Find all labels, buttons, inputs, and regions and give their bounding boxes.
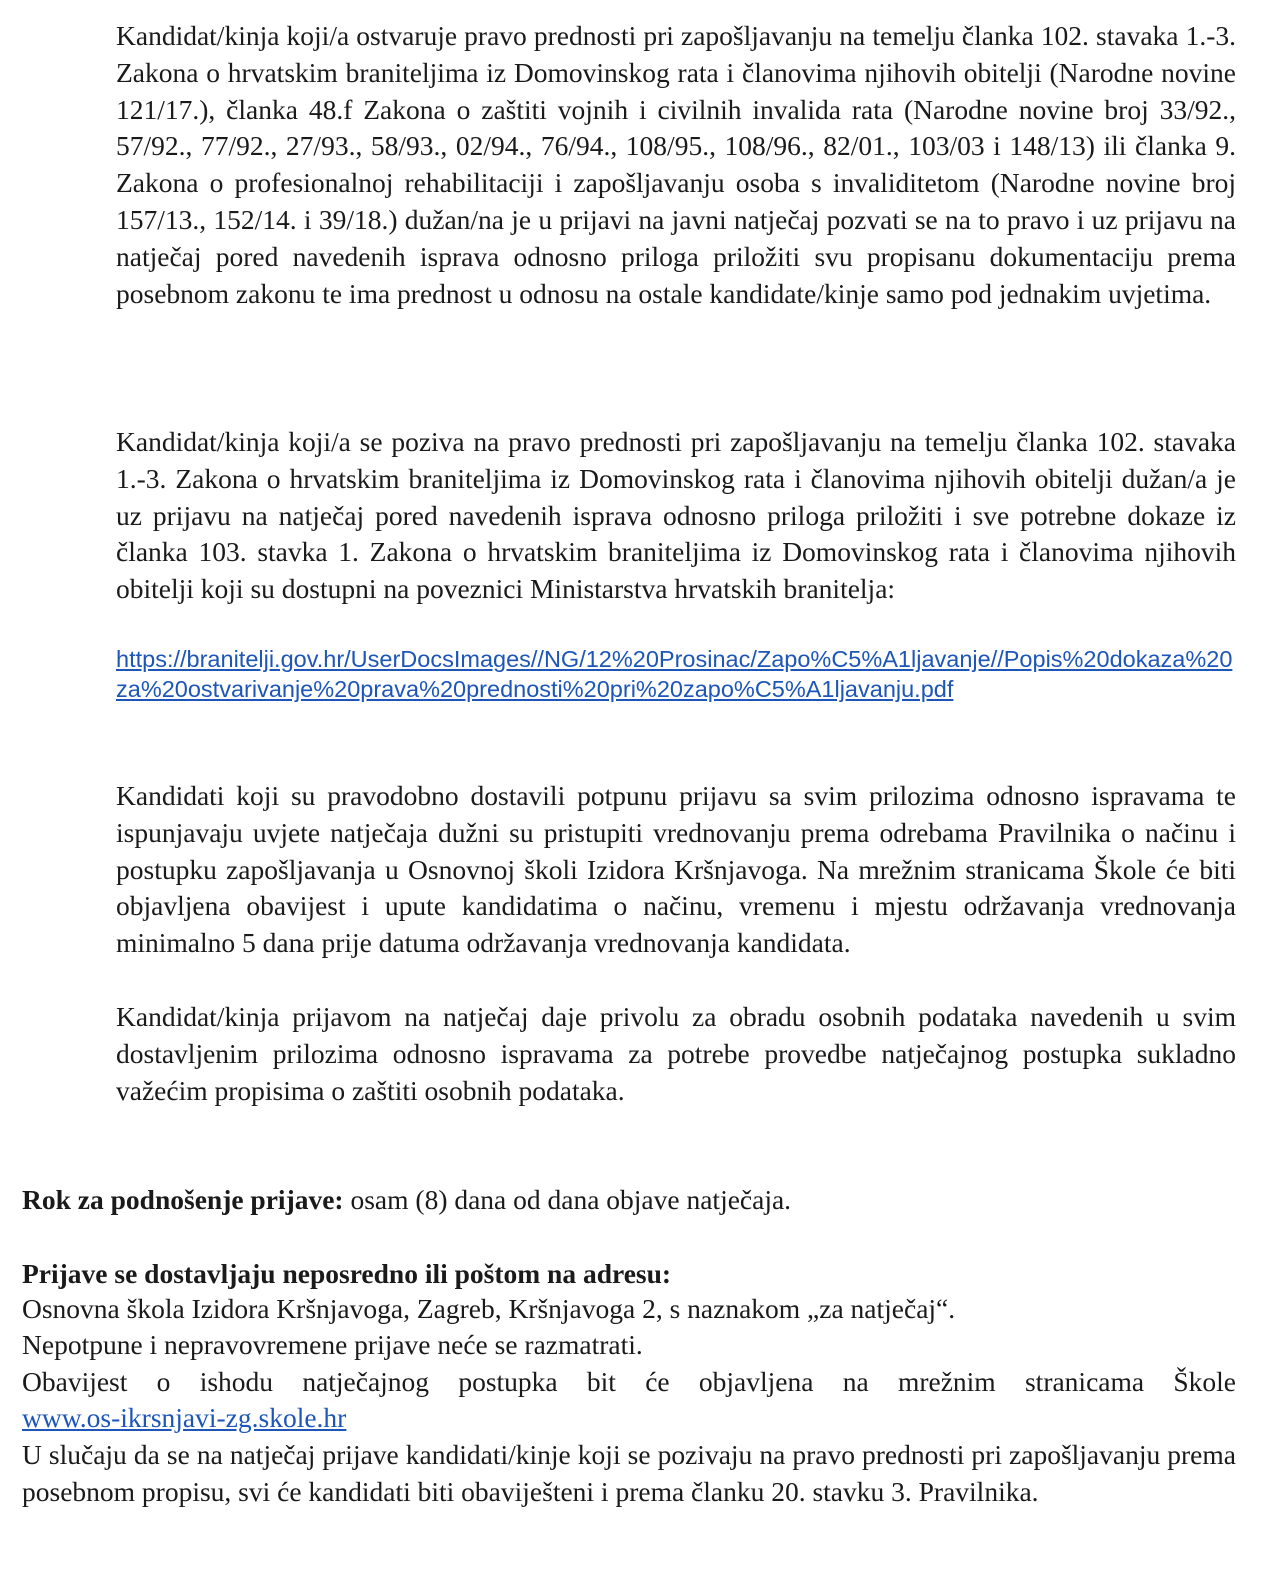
paragraph-veterans-evidence: Kandidat/kinja koji/a se poziva na pravo prednosti pri zapošljavanju na temelju članka 102. stavaka 1.-3. Zakona o hrvatskim braniteljima iz Domovinskog rata i članovima njihovih obitelji dužan/a je uz prijavu na natječaj pored navedenih isprava odnosno priloga priložiti i sve potrebne dokaze iz članka 103. stavka 1. Zakona o hrvatskim braniteljima iz Domovinskog rata i članovima njihovih obitelji koji su dostupni na poveznici Ministarstva hrvatskih branitelja: — [116, 426, 1236, 605]
outcome-notice: Obavijest o ishodu natječajnog postupka bit će objavljena na mrežnim stranicama Škole — [22, 1366, 1236, 1397]
school-website-link[interactable]: www.os-ikrsnjavi-zg.skole.hr — [22, 1402, 347, 1433]
ministry-evidence-link[interactable]: https://branitelji.gov.hr/UserDocsImages//NG/12%20Prosinac/Zapo%C5%A1ljavanje//Popis%20dokaza%20za%20ostvarivanje%20prava%20prednosti%20pri%20zapo%C5%A1ljavanju.pdf — [116, 646, 1233, 702]
paragraph-priority-rights: Kandidat/kinja koji/a ostvaruje pravo prednosti pri zapošljavanju na temelju članka 102. stavaka 1.-3. Zakona o hrvatskim braniteljima iz Domovinskog rata i članovima njihovih obitelji (Narodne novine 121/17.), članka 48.f Zakona o zaštiti vojnih i civilnih invalida rata (Narodne novine broj 33/92., 57/92., 77/92., 27/93., 58/93., 02/94., 76/94., 108/95., 108/96., 82/01., 103/03 i 148/13) ili članka 9. Zakona o profesionalnoj rehabilitaciji i zapošljavanju osoba s invaliditetom (Narodne novine broj 157/13., 152/14. i 39/18.) dužan/na je u prijavi na javni natječaj pozvati se na to pravo i uz prijavu na natječaj pored navedenih isprava odnosno priloga priložiti svu propisanu dokumentaciju prema posebnom zakonu te ima prednost u odnosu na ostale kandidate/kinje samo pod jednakim uvjetima. — [116, 20, 1236, 309]
incomplete-applications-note: Nepotpune i nepravovremene prijave neće se razmatrati. — [22, 1329, 643, 1360]
deadline-label: Rok za podnošenje prijave: — [22, 1184, 344, 1215]
paragraph-data-consent: Kandidat/kinja prijavom na natječaj daje privolu za obradu osobnih podataka navedenih u svim dostavljenim prilozima odnosno ispravama za potrebe provedbe natječajnog postupka sukladno važećim propisima o zaštiti osobnih podataka. — [116, 1001, 1236, 1106]
deadline-text: osam (8) dana od dana objave natječaja. — [343, 1184, 792, 1215]
priority-notice: U slučaju da se na natječaj prijave kandidati/kinje koji se pozivaju na pravo prednosti pri zapošljavanju prema posebnom propisu, svi će kandidati biti obaviješteni i prema članku 20. stavku 3. Pravilnika. — [22, 1439, 1236, 1507]
deadline-line — [22, 1182, 1236, 1219]
paragraph-evaluation: Kandidati koji su pravodobno dostavili potpunu prijavu sa svim prilozima odnosno ispravama te ispunjavaju uvjete natječaja dužni su pristupiti vrednovanju prema odrebama Pravilnika o načinu i postupku zapošljavanja u Osnovnoj školi Izidora Kršnjavoga. Na mrežnim stranicama Škole će biti objavljena obavijest i upute kandidatima o načinu, vremenu i mjestu održavanja vrednovanja minimalno 5 dana prije datuma održavanja vrednovanja kandidata. — [116, 780, 1236, 959]
submission-heading: Prijave se dostavljaju neposredno ili poštom na adresu: — [22, 1258, 672, 1289]
submission-address: Osnovna škola Izidora Kršnjavoga, Zagreb, Kršnjavoga 2, s naznakom „za natječaj“. — [22, 1293, 956, 1324]
